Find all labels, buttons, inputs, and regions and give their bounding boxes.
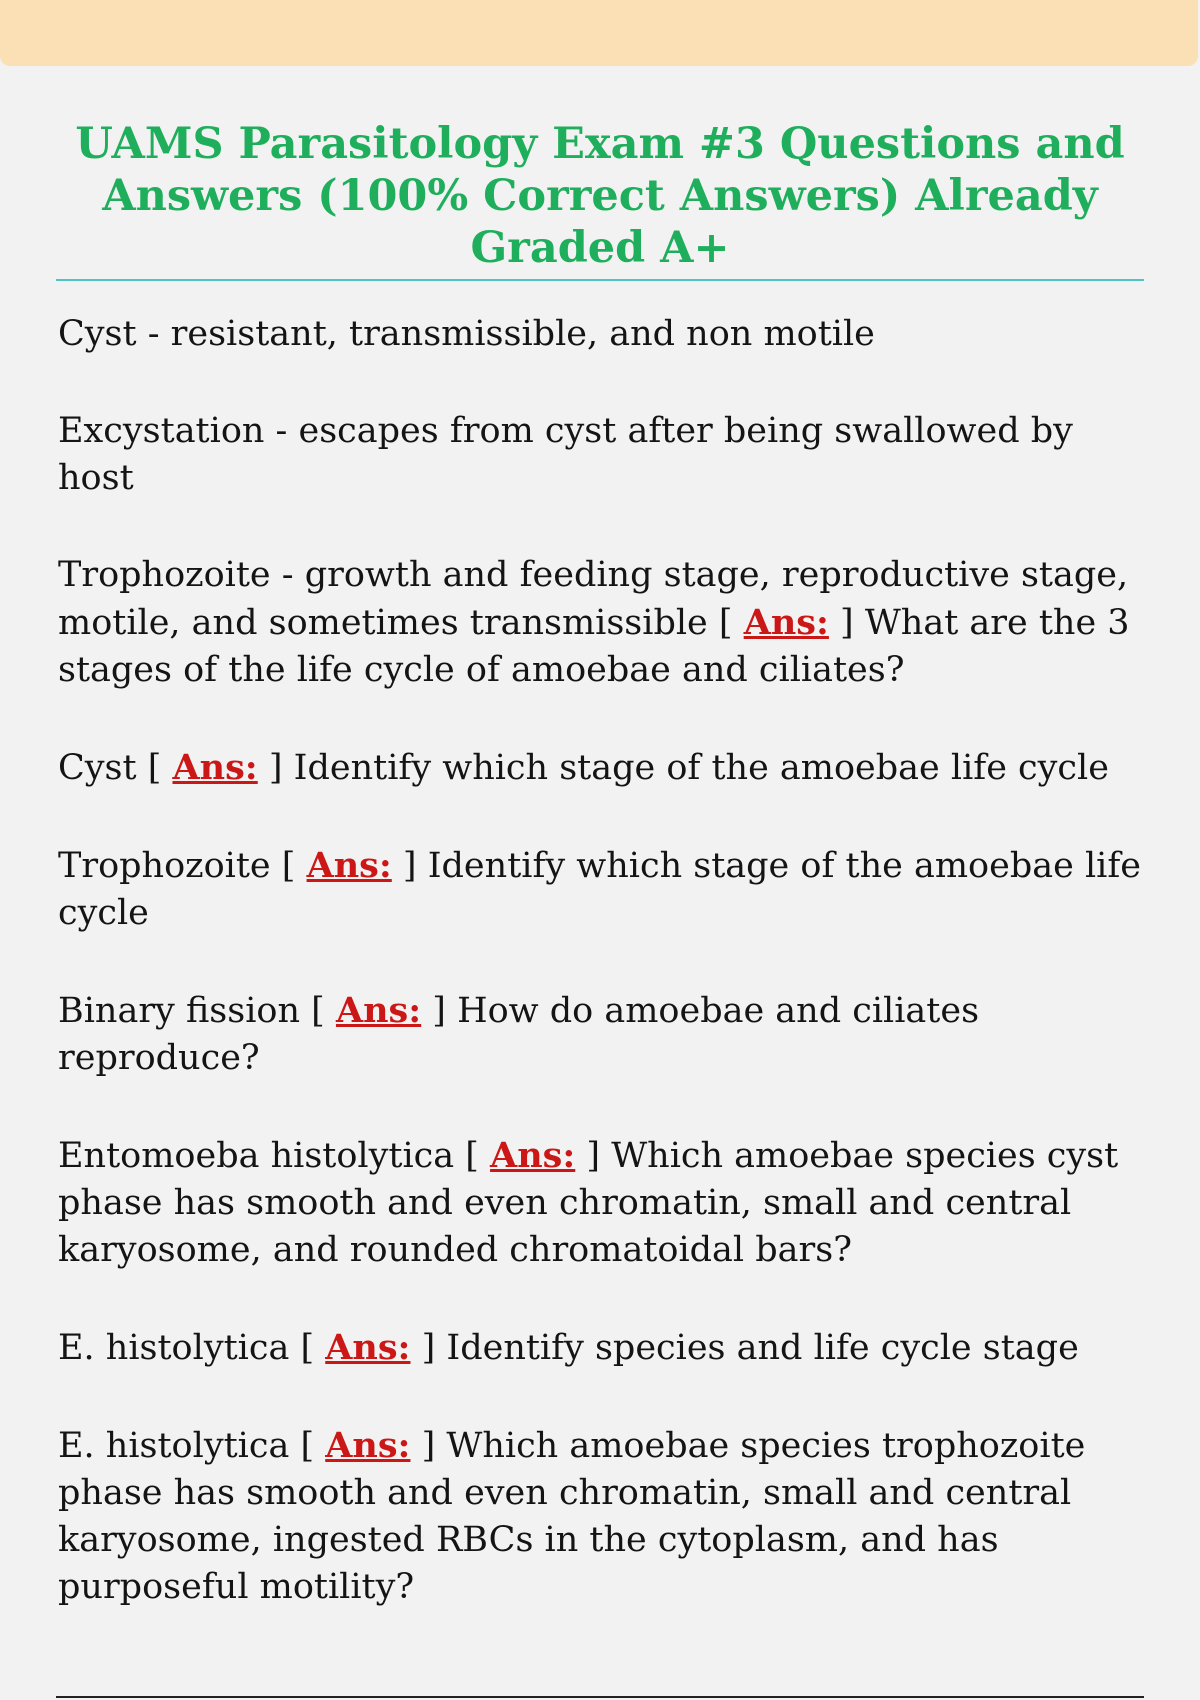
qa-answer-text: Trophozoite - growth and feeding stage, reproductive stage, motile, and sometimes transmissible	[58, 555, 1129, 643]
qa-question-text: Which amoebae species trophozoite phase has smooth and even chromatin, small and central karyosome, ingested RBCs in the cytoplasm, and has purposeful motility?	[58, 1426, 1086, 1607]
qa-answer-text: E. histolytica	[58, 1426, 290, 1466]
qa-item: Trophozoite [ Ans: ] Identify which stage of the amoebae life cycle	[58, 845, 1141, 933]
qa-answer-text: Trophozoite	[58, 846, 271, 886]
qa-answer-text: Cyst	[58, 748, 137, 788]
qa-question-text: What are the 3 stages of the life cycle of amoebae and ciliates?	[58, 603, 1130, 690]
qa-answer-text: Cyst - resistant, transmissible, and non motile	[58, 314, 875, 354]
title-divider	[56, 279, 1144, 281]
qa-item: Cyst [ Ans: ] Identify which stage of the amoebae life cycle	[58, 747, 1109, 788]
qa-question-text: Identify which stage of the amoebae life cycle	[58, 846, 1141, 933]
qa-question-text: Which amoebae species cyst phase has smooth and even chromatin, small and central karyosome, and rounded chromatoidal bars?	[58, 1136, 1119, 1270]
ans-marker: Ans:	[306, 845, 392, 886]
qa-answer-text: Excystation - escapes from cyst after being swallowed by host	[58, 411, 1073, 498]
qa-question-text: Identify which stage of the amoebae life cycle	[293, 748, 1109, 788]
top-banner	[0, 0, 1198, 66]
qa-item	[58, 408, 1148, 502]
ans-marker: Ans:	[490, 1135, 576, 1176]
qa-item: E. histolytica [ Ans: ] Which amoebae species trophozoite phase has smooth and even chromatin, small and central karyosome, ingested RBCs in the cytoplasm, and has purposeful motility?	[58, 1425, 1086, 1607]
qa-item	[58, 311, 1148, 358]
qa-item: E. histolytica [ Ans: ] Identify species and life cycle stage	[58, 1327, 1079, 1368]
ans-marker: Ans:	[325, 1327, 411, 1368]
ans-marker: Ans:	[172, 747, 258, 788]
qa-answer-text: Entomoeba histolytica	[58, 1136, 455, 1176]
qa-question-text: Identify species and life cycle stage	[446, 1328, 1079, 1368]
bottom-divider	[56, 1696, 1144, 1698]
ans-marker: Ans:	[335, 990, 422, 1031]
qa-item: Entomoeba histolytica [ Ans: ] Which amoebae species cyst phase has smooth and even chromatin, small and central karyosome, and rounded chromatoidal bars?	[58, 1135, 1119, 1270]
qa-question-text: How do amoebae and ciliates reproduce?	[58, 991, 980, 1078]
qa-answer-text: E. histolytica	[58, 1328, 290, 1368]
qa-answer-text: Binary fission	[58, 991, 301, 1031]
qa-list	[58, 311, 1148, 1661]
qa-item: Trophozoite - growth and feeding stage, reproductive stage, motile, and sometimes transmissible [ Ans: ] What are the 3 stages of the life cycle of amoebae and ciliates?	[58, 555, 1130, 690]
ans-marker: Ans:	[743, 602, 829, 643]
ans-marker: Ans:	[325, 1425, 411, 1466]
document-title: UAMS Parasitology Exam #3 Questions and Answers (100% Correct Answers) Already Graded A+	[75, 119, 1125, 273]
qa-item: Binary fission [ Ans: ] How do amoebae and ciliates reproduce?	[58, 990, 980, 1078]
